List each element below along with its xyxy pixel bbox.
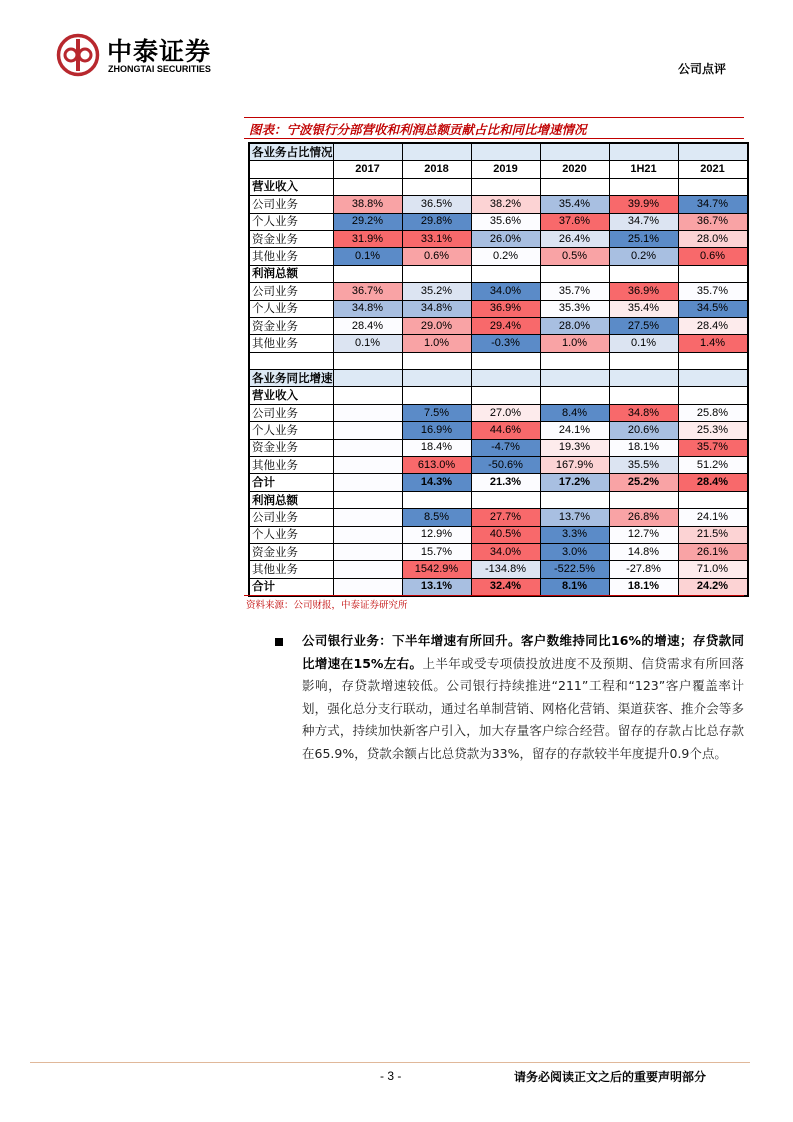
table-cell: 12.7%: [609, 526, 678, 543]
table-cell: [609, 178, 678, 195]
table-cell: [471, 352, 540, 369]
section-header-row: [249, 370, 748, 387]
row-label: 营业收入: [249, 387, 333, 404]
row-label: 资金业务: [249, 543, 333, 560]
table-cell: 35.7%: [678, 283, 748, 300]
table-cell: 29.2%: [333, 213, 402, 230]
figure-title: 图表：宁波银行分部营收和利润总额贡献占比和同比增速情况: [249, 122, 587, 137]
table-cell: [471, 370, 540, 387]
paragraph-lead: 公司银行业务：下半年增速有所回升。客户数维持同比16%的增速；存贷款同比增速在15%左右。: [302, 633, 744, 671]
row-label: 公司业务: [249, 509, 333, 526]
table-cell: [333, 439, 402, 456]
footer-divider: [30, 1062, 750, 1063]
table-cell: [333, 509, 402, 526]
section-header-row: [249, 143, 748, 161]
table-cell: 26.4%: [540, 230, 609, 247]
table-cell: 27.0%: [471, 404, 540, 421]
table-cell: 35.3%: [540, 300, 609, 317]
bullet-square-icon: [275, 638, 283, 646]
table-cell: 28.0%: [678, 230, 748, 247]
table-cell: 24.1%: [540, 422, 609, 439]
table-row: [249, 578, 748, 596]
table-row: [249, 196, 748, 213]
paragraph-text: 上半年或受专项债投放进度不及预期、信贷需求有所回落影响，存贷款增速较低。公司银行持续推进“211”工程和“123”客户覆盖率计划，强化总分支行联动，通过名单制营销、网格化营销、渠道获客、推介会等多种方式，持续加快新客户引入，加大存量客户综合经营。留存的存款占比总存款在65.9%，贷款余额占比总贷款为33%，留存的存款较半年度提升0.9个点。: [302, 655, 744, 761]
table-cell: 34.7%: [678, 196, 748, 213]
table-cell: 7.5%: [402, 404, 471, 421]
table-row: [249, 335, 748, 352]
table-row: [249, 265, 748, 282]
table-cell: 29.4%: [471, 317, 540, 334]
table-cell: 13.1%: [402, 578, 471, 596]
row-label: 个人业务: [249, 213, 333, 230]
table-cell: 0.6%: [678, 248, 748, 265]
table-cell: 20.6%: [609, 422, 678, 439]
row-label: 其他业务: [249, 457, 333, 474]
row-label: 个人业务: [249, 422, 333, 439]
table-cell: 0.1%: [609, 335, 678, 352]
table-row: [249, 491, 748, 508]
year-header-cell: 2021: [678, 161, 748, 178]
table-cell: [609, 387, 678, 404]
table-cell: [678, 143, 748, 161]
table-cell: 35.4%: [540, 196, 609, 213]
table-cell: [333, 370, 402, 387]
row-label: 公司业务: [249, 196, 333, 213]
divider: [244, 595, 744, 596]
table-cell: [678, 370, 748, 387]
row-label: 资金业务: [249, 439, 333, 456]
table-cell: 35.7%: [540, 283, 609, 300]
table-cell: [333, 178, 402, 195]
table-cell: 0.2%: [609, 248, 678, 265]
table-cell: 28.4%: [678, 317, 748, 334]
table-cell: 27.5%: [609, 317, 678, 334]
table-cell: 25.1%: [609, 230, 678, 247]
table-cell: 24.1%: [678, 509, 748, 526]
table-cell: [678, 352, 748, 369]
table-cell: [402, 491, 471, 508]
table-cell: 14.8%: [609, 543, 678, 560]
table-cell: 35.5%: [609, 457, 678, 474]
table-cell: [678, 178, 748, 195]
table-cell: 8.5%: [402, 509, 471, 526]
table-cell: [402, 265, 471, 282]
table-cell: 36.5%: [402, 196, 471, 213]
table-cell: 12.9%: [402, 526, 471, 543]
table-cell: [540, 491, 609, 508]
table-cell: 21.3%: [471, 474, 540, 491]
table-cell: [402, 178, 471, 195]
row-label: 资金业务: [249, 317, 333, 334]
table-cell: 26.1%: [678, 543, 748, 560]
table-cell: [609, 352, 678, 369]
table-cell: 27.7%: [471, 509, 540, 526]
table-cell: 28.4%: [678, 474, 748, 491]
table-cell: 35.2%: [402, 283, 471, 300]
table-row: [249, 422, 748, 439]
table-cell: 17.2%: [540, 474, 609, 491]
table-cell: 167.9%: [540, 457, 609, 474]
table-row: [249, 457, 748, 474]
year-header-cell: 2018: [402, 161, 471, 178]
table-cell: [609, 370, 678, 387]
table-cell: [333, 474, 402, 491]
table-cell: 1.0%: [540, 335, 609, 352]
table-cell: [333, 143, 402, 161]
table-cell: 71.0%: [678, 561, 748, 578]
table-cell: 34.5%: [678, 300, 748, 317]
table-cell: 18.4%: [402, 439, 471, 456]
row-label: 利润总额: [249, 265, 333, 282]
table-cell: [333, 404, 402, 421]
year-header-cell: 1H21: [609, 161, 678, 178]
page-number: - 3 -: [380, 1069, 402, 1083]
table-cell: 36.7%: [678, 213, 748, 230]
table-row: [249, 526, 748, 543]
table-row: [249, 178, 748, 195]
table-cell: [678, 387, 748, 404]
table-cell: [333, 352, 402, 369]
table-cell: 40.5%: [471, 526, 540, 543]
table-cell: 25.8%: [678, 404, 748, 421]
table-cell: [333, 265, 402, 282]
row-label: [249, 161, 333, 178]
table-cell: -0.3%: [471, 335, 540, 352]
table-cell: 1.4%: [678, 335, 748, 352]
table-cell: [333, 387, 402, 404]
footer-disclaimer: 请务必阅读正文之后的重要声明部分: [514, 1070, 707, 1084]
table-cell: 8.1%: [540, 578, 609, 596]
table-cell: [402, 143, 471, 161]
row-label: 其他业务: [249, 561, 333, 578]
table-cell: 36.9%: [471, 300, 540, 317]
table-cell: 39.9%: [609, 196, 678, 213]
year-header-row: [249, 161, 748, 178]
table-cell: 13.7%: [540, 509, 609, 526]
table-cell: 16.9%: [402, 422, 471, 439]
table-cell: 1542.9%: [402, 561, 471, 578]
table-cell: 51.2%: [678, 457, 748, 474]
table-cell: 26.0%: [471, 230, 540, 247]
row-label: 利润总额: [249, 491, 333, 508]
table-cell: 29.8%: [402, 213, 471, 230]
table-cell: 8.4%: [540, 404, 609, 421]
document-type: 公司点评: [678, 62, 727, 76]
table-cell: 28.0%: [540, 317, 609, 334]
table-cell: 28.4%: [333, 317, 402, 334]
table-cell: [471, 143, 540, 161]
row-label: 其他业务: [249, 335, 333, 352]
table-cell: 25.3%: [678, 422, 748, 439]
table-cell: 37.6%: [540, 213, 609, 230]
table-cell: 0.1%: [333, 335, 402, 352]
table-cell: [402, 370, 471, 387]
table-cell: -134.8%: [471, 561, 540, 578]
year-header-cell: 2020: [540, 161, 609, 178]
table-cell: [540, 265, 609, 282]
table-cell: 3.0%: [540, 543, 609, 560]
table-row: [249, 543, 748, 560]
table-cell: 0.2%: [471, 248, 540, 265]
table-cell: [333, 491, 402, 508]
table-row: [249, 404, 748, 421]
table-cell: [540, 178, 609, 195]
row-label: 资金业务: [249, 230, 333, 247]
table-cell: 26.8%: [609, 509, 678, 526]
table-cell: -27.8%: [609, 561, 678, 578]
table-cell: 34.8%: [333, 300, 402, 317]
table-cell: 24.2%: [678, 578, 748, 596]
table-row: [249, 474, 748, 491]
table-cell: 0.6%: [402, 248, 471, 265]
row-label: 公司业务: [249, 404, 333, 421]
table-cell: [540, 352, 609, 369]
row-label: [249, 352, 333, 369]
table-cell: 38.8%: [333, 196, 402, 213]
row-label: 合计: [249, 578, 333, 596]
table-row: [249, 317, 748, 334]
table-cell: 34.8%: [609, 404, 678, 421]
table-cell: 34.0%: [471, 283, 540, 300]
table-cell: 613.0%: [402, 457, 471, 474]
table-row: [249, 509, 748, 526]
table-cell: 25.2%: [609, 474, 678, 491]
table-cell: [678, 265, 748, 282]
table-cell: 31.9%: [333, 230, 402, 247]
segment-share-growth-table: [248, 142, 749, 597]
table-row: [249, 283, 748, 300]
table-row: [249, 352, 748, 369]
table-row: [249, 387, 748, 404]
row-label: 其他业务: [249, 248, 333, 265]
row-label: 个人业务: [249, 526, 333, 543]
table-cell: 44.6%: [471, 422, 540, 439]
table-cell: 34.7%: [609, 213, 678, 230]
table-row: [249, 300, 748, 317]
table-cell: [402, 387, 471, 404]
row-label: 各业务占比情况: [249, 143, 333, 161]
table-cell: [609, 491, 678, 508]
table-cell: [333, 422, 402, 439]
row-label: 营业收入: [249, 178, 333, 195]
table-cell: 34.0%: [471, 543, 540, 560]
table-cell: [540, 143, 609, 161]
figure-source: 资料来源：公司财报，中泰证券研究所: [246, 600, 408, 611]
table-cell: 32.4%: [471, 578, 540, 596]
table-cell: [609, 265, 678, 282]
row-label: 合计: [249, 474, 333, 491]
table-cell: 0.5%: [540, 248, 609, 265]
table-cell: [333, 543, 402, 560]
table-cell: [540, 387, 609, 404]
year-header-cell: 2019: [471, 161, 540, 178]
table-cell: 35.4%: [609, 300, 678, 317]
body-paragraph: [302, 630, 744, 765]
table-cell: -522.5%: [540, 561, 609, 578]
table-cell: [471, 491, 540, 508]
table-row: [249, 213, 748, 230]
row-label: 各业务同比增速: [249, 370, 333, 387]
table-cell: 36.7%: [333, 283, 402, 300]
table-cell: 29.0%: [402, 317, 471, 334]
table-cell: 14.3%: [402, 474, 471, 491]
table-cell: [333, 457, 402, 474]
table-cell: 21.5%: [678, 526, 748, 543]
table-cell: [609, 143, 678, 161]
zhongtai-logo-icon: [56, 33, 100, 77]
table-cell: [540, 370, 609, 387]
table-cell: 18.1%: [609, 439, 678, 456]
table-cell: [333, 578, 402, 596]
table-cell: [333, 526, 402, 543]
row-label: 公司业务: [249, 283, 333, 300]
table-cell: 18.1%: [609, 578, 678, 596]
table-cell: [678, 491, 748, 508]
table-cell: 1.0%: [402, 335, 471, 352]
figure-title-bar: [244, 117, 744, 139]
row-label: 个人业务: [249, 300, 333, 317]
table-row: [249, 230, 748, 247]
table-row: [249, 561, 748, 578]
table-row: [249, 248, 748, 265]
brand-name-cn: 中泰证券: [107, 37, 212, 66]
table-cell: [471, 265, 540, 282]
table-cell: [471, 178, 540, 195]
table-cell: 35.6%: [471, 213, 540, 230]
table-cell: 35.7%: [678, 439, 748, 456]
table-cell: -50.6%: [471, 457, 540, 474]
table-cell: 33.1%: [402, 230, 471, 247]
table-cell: 3.3%: [540, 526, 609, 543]
table-cell: 38.2%: [471, 196, 540, 213]
table-cell: -4.7%: [471, 439, 540, 456]
table-cell: 19.3%: [540, 439, 609, 456]
table-cell: [333, 561, 402, 578]
table-cell: [402, 352, 471, 369]
table-cell: 34.8%: [402, 300, 471, 317]
table-cell: 15.7%: [402, 543, 471, 560]
table-cell: 36.9%: [609, 283, 678, 300]
table-cell: 0.1%: [333, 248, 402, 265]
table-cell: [471, 387, 540, 404]
brand-name-en: ZHONGTAI SECURITIES: [108, 64, 211, 74]
table-row: [249, 439, 748, 456]
year-header-cell: 2017: [333, 161, 402, 178]
